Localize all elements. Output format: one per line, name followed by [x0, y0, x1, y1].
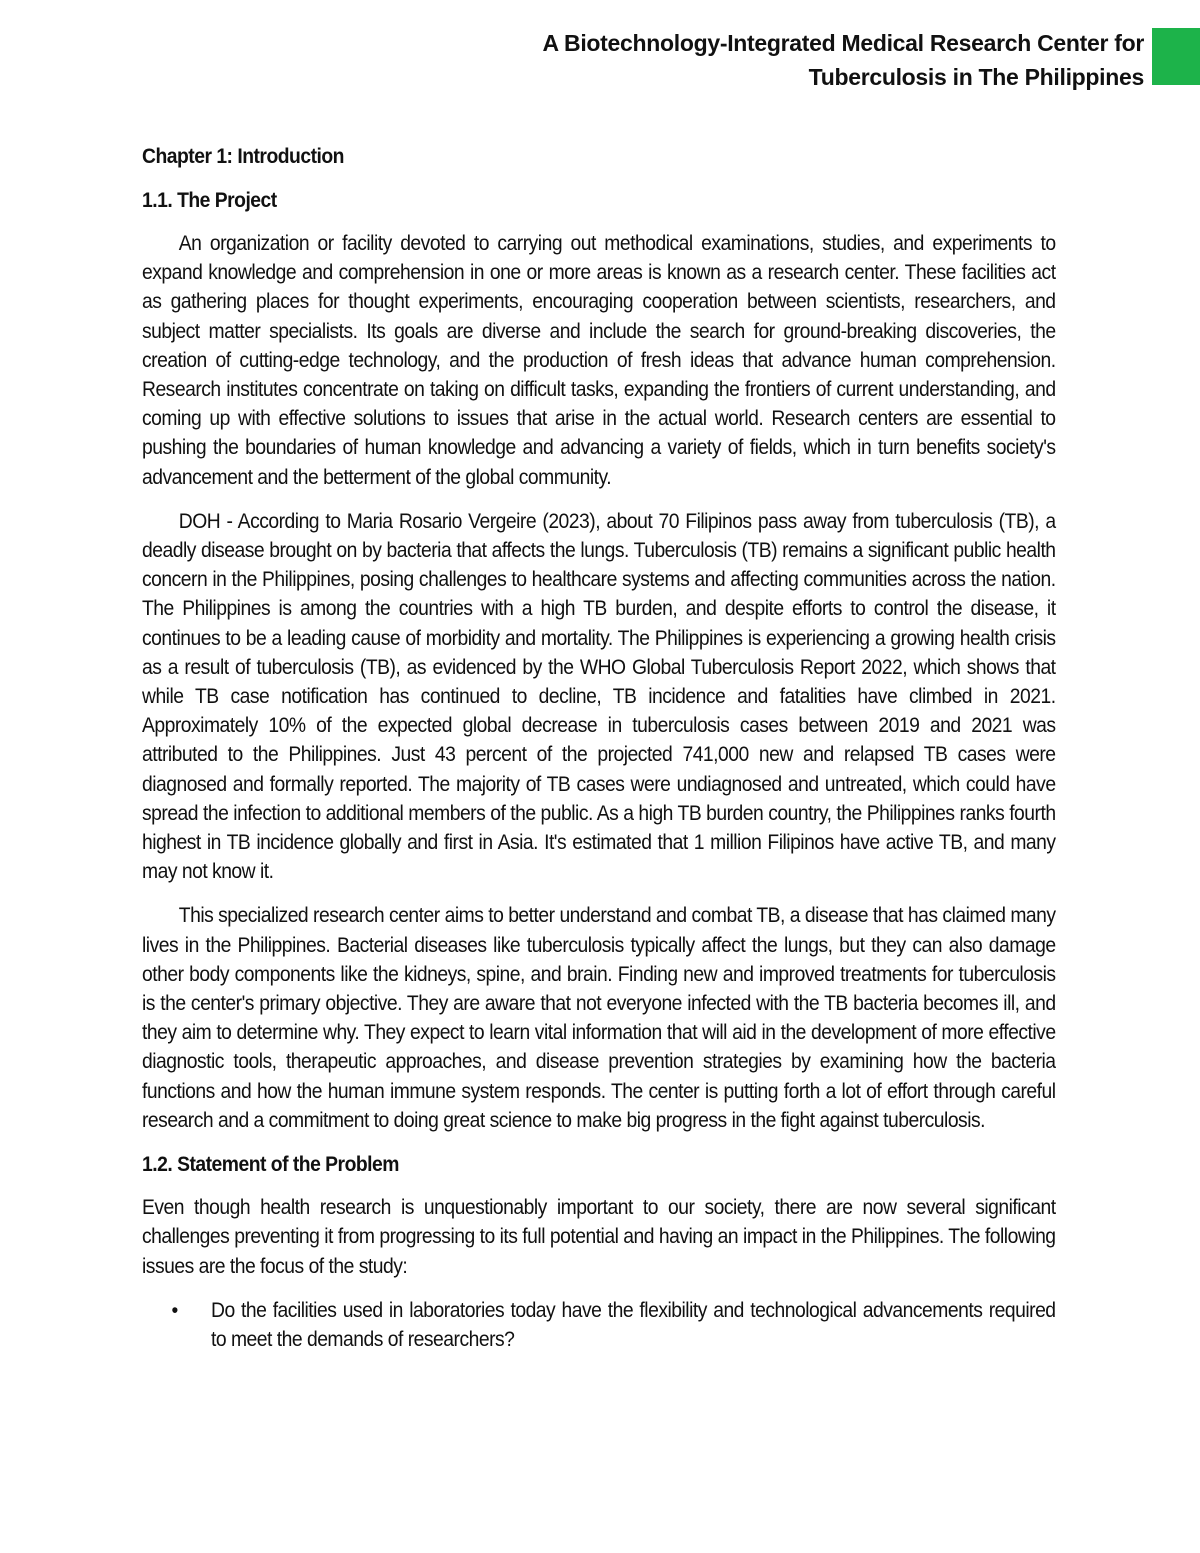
- header-accent-bar: [1152, 28, 1200, 85]
- document-body: [142, 142, 1056, 1354]
- list-item: [142, 1296, 1056, 1354]
- project-paragraph-3: This specialized research center aims to better understand and combat TB, a disease that has claimed many lives in the Philippines. Bacterial diseases like tuberculosis typically affect the lungs, but they can also damage other body components like the kidneys, spine, and brain. Finding new and improved treatments for tuberculosis is the center's primary objective. They are aware that not everyone infected with the TB bacteria becomes ill, and they aim to determine why. They expect to learn vital information that will aid in the development of more effective diagnostic tools, therapeutic approaches, and disease prevention strategies by examining how the bacteria functions and how the human immune system responds. The center is putting forth a lot of effort through careful research and a commitment to doing great science to make big progress in the fight against tuberculosis.: [142, 904, 1056, 1132]
- project-paragraph-1: An organization or facility devoted to carrying out methodical examinations, studies, and experiments to expand knowledge and comprehension in one or more areas is known as a research center. These facilities act as gathering places for thought experiments, encouraging cooperation between scientists, researchers, and subject matter specialists. Its goals are diverse and include the search for ground-breaking discoveries, the creation of cutting-edge technology, and the production of fresh ideas that advance human comprehension. Research institutes concentrate on taking on difficult tasks, expanding the frontiers of current understanding, and coming up with effective solutions to issues that arise in the actual world. Research centers are essential to pushing the boundaries of human knowledge and advancing a variety of fields, which in turn benefits society's advancement and the betterment of the global community.: [142, 232, 1056, 489]
- problem-intro-paragraph: Even though health research is unquestionably important to our society, there are now several significant challenges preventing it from progressing to its full potential and having an impact in the Philippines. The following issues are the focus of the study:: [142, 1196, 1056, 1278]
- header-title-line-1: A Biotechnology-Integrated Medical Research Center for: [542, 30, 1144, 56]
- bullet-icon: •: [171, 1298, 178, 1322]
- document-header: [542, 26, 1144, 94]
- header-title-line-2: Tuberculosis in The Philippines: [808, 64, 1144, 90]
- list-item-text: Do the facilities used in laboratories today have the flexibility and technological advancements required to meet the demands of researchers?: [211, 1298, 1056, 1351]
- section-heading-problem: 1.2. Statement of the Problem: [142, 1153, 399, 1177]
- issues-list: [142, 1296, 1056, 1354]
- project-paragraph-2: DOH - According to Maria Rosario Vergeire (2023), about 70 Filipinos pass away from tuberculosis (TB), a deadly disease brought on by bacteria that affects the lungs. Tuberculosis (TB) remains a significant public health concern in the Philippines, posing challenges to healthcare systems and affecting communities across the nation. The Philippines is among the countries with a high TB burden, and despite efforts to control the disease, it continues to be a leading cause of morbidity and mortality. The Philippines is experiencing a growing health crisis as a result of tuberculosis (TB), as evidenced by the WHO Global Tuberculosis Report 2022, which shows that while TB case notification has continued to decline, TB incidence and fatalities have climbed in 2021. Approximately 10% of the expected global decrease in tuberculosis cases between 2019 and 2021 was attributed to the Philippines. Just 43 percent of the projected 741,000 new and relapsed TB cases were diagnosed and formally reported. The majority of TB cases were undiagnosed and untreated, which could have spread the infection to additional members of the public. As a high TB burden country, the Philippines ranks fourth highest in TB incidence globally and first in Asia. It's estimated that 1 million Filipinos have active TB, and many may not know it.: [142, 509, 1056, 884]
- chapter-title: Chapter 1: Introduction: [142, 145, 344, 168]
- section-heading-project: 1.1. The Project: [142, 189, 277, 212]
